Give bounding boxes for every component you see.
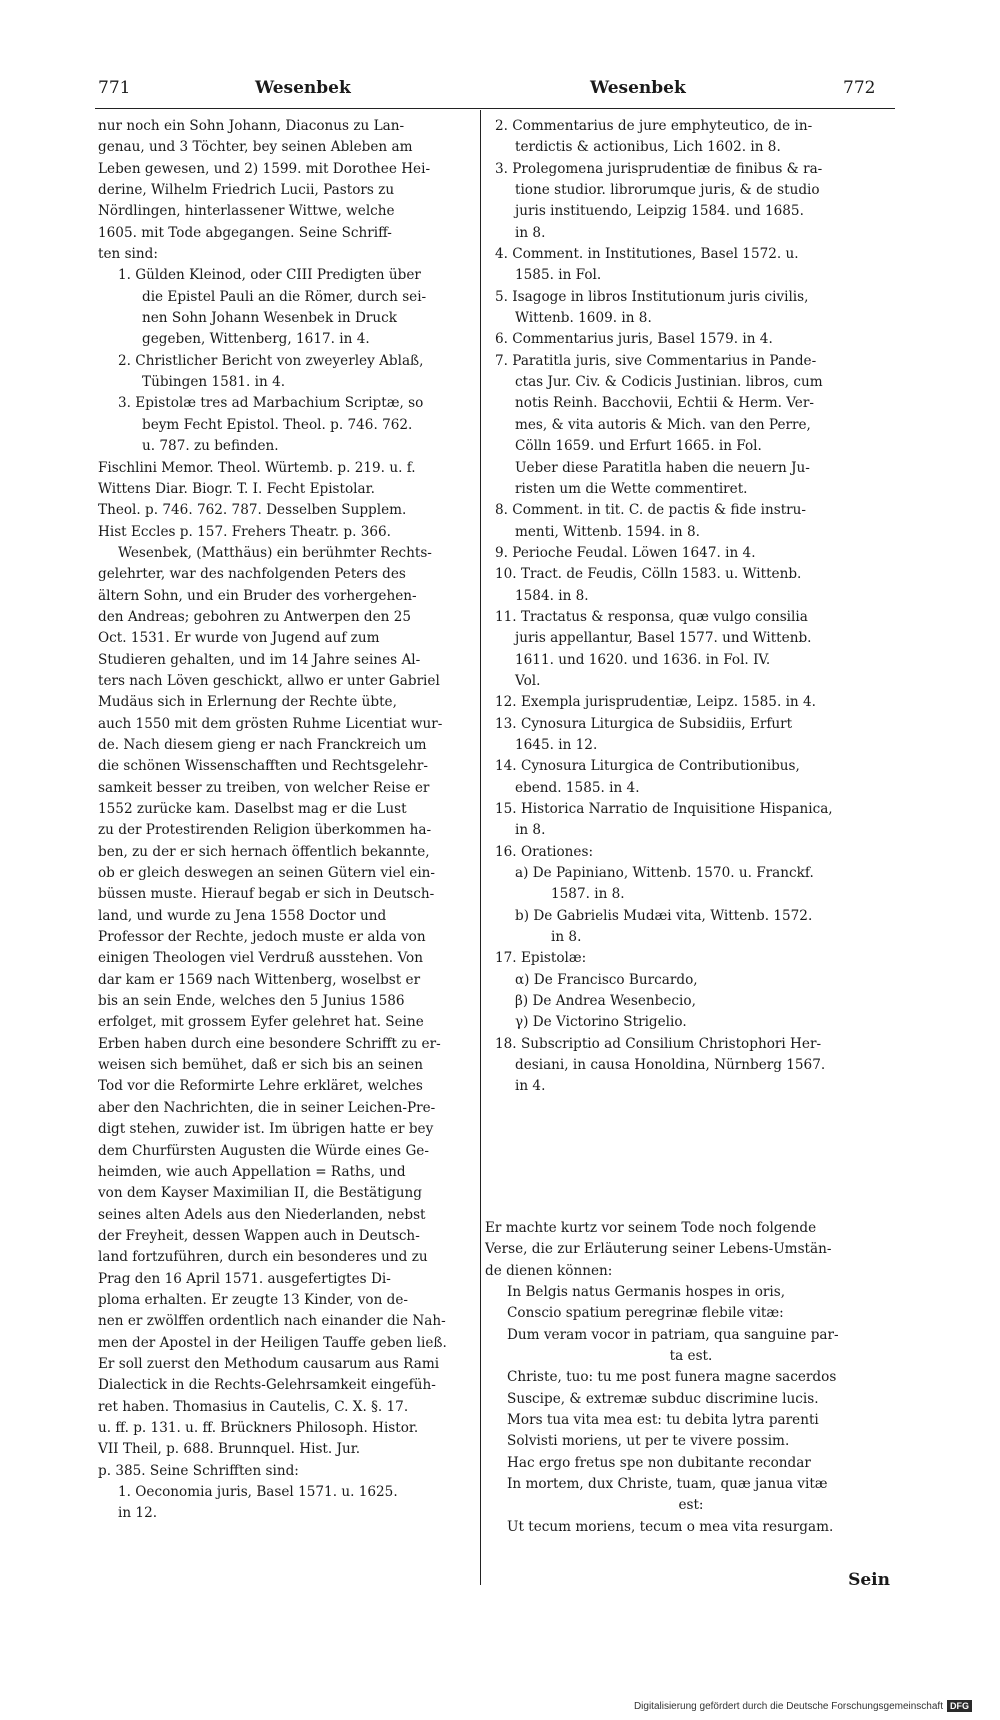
list-item-line: 15. Historica Narratio de Inquisitione Hispanica, (495, 801, 833, 817)
text-line: weisen sich bemühet, daß er sich bis an seinen (98, 1057, 423, 1074)
list-item-line: 3. Prolegomena jurisprudentiæ de finibus & ra- (495, 160, 823, 177)
list-item-line: a) De Papiniano, Wittenb. 1570. u. Franckf. (515, 865, 814, 882)
reference-line: Theol. p. 746. 762. 787. Desselben Supplem. (98, 502, 407, 519)
text-line: von dem Kayser Maximilian II, die Bestätigung (98, 1185, 422, 1202)
references (98, 458, 468, 543)
poem-line: Christe, tuo: tu me post funera magne sacerdos (507, 1369, 837, 1386)
right-running-title: Wesenbek (590, 78, 686, 98)
text-line: einigen Theologen viel Verdruß ausstehen. Von (98, 950, 423, 967)
list-item-line: 13. Cynosura Liturgica de Subsidiis, Erfurt (495, 715, 793, 732)
text-line: nur noch ein Sohn Johann, Diaconus zu Lan- (98, 118, 405, 134)
list-item-line: nen Sohn Johann Wesenbek in Druck (142, 310, 397, 327)
list-item-line: 1. Gülden Kleinod, oder CIII Predigten über (118, 267, 421, 284)
poem-line: In Belgis natus Germanis hospes in oris, (507, 1284, 786, 1301)
list-item-line: in 4. (515, 1078, 546, 1095)
left-column (98, 116, 468, 1525)
list-item-line: 2. Christlicher Bericht von zweyerley Ablaß, (118, 352, 424, 369)
list-item-line: γ) De Victorino Strigelio. (515, 1014, 687, 1031)
poem-line: est: (678, 1497, 704, 1514)
footer-text: Digitalisierung gefördert durch die Deutsche Forschungsgemeinschaft (633, 1700, 943, 1712)
text-line: ben, zu der er sich hernach öffentlich bekannte, (98, 843, 430, 860)
list-item-line: 17. Epistolæ: (495, 950, 587, 967)
list-item-line: in 12. (118, 1505, 158, 1522)
text-line: dar kam er 1569 nach Wittenberg, woselbst er (98, 971, 421, 988)
list-item-line: 9. Perioche Feudal. Löwen 1647. in 4. (495, 544, 756, 561)
list-item-line: mes, & vita autoris & Mich. van den Perre, (515, 416, 811, 433)
list-item-line: terdictis & actionibus, Lich 1602. in 8. (515, 139, 781, 156)
list-item-line: in 8. (515, 224, 546, 241)
poem-line: Suscipe, & extremæ subduc discrimine lucis. (507, 1390, 819, 1407)
text-line: de dienen können: (485, 1262, 613, 1279)
list-item-line: in 8. (515, 822, 546, 839)
list-item-line: 11. Tractatus & responsa, quæ vulgo consilia (495, 608, 808, 625)
list-item-line: die Epistel Pauli an die Römer, durch sei- (142, 288, 427, 305)
list-item-line: Ueber diese Paratitla haben die neuern Ju- (515, 459, 810, 476)
text-line: derine, Wilhelm Friedrich Lucii, Pastors zu (98, 182, 395, 199)
header-rule (95, 108, 895, 109)
poem-line: Ut tecum moriens, tecum o mea vita resurgam. (507, 1518, 834, 1535)
works-list (98, 265, 468, 457)
left-page-number: 771 (98, 78, 131, 98)
text-line: land, und wurde zu Jena 1558 Doctor und (98, 907, 387, 924)
list-item-line: 1587. in 8. (551, 886, 625, 903)
text-line: men der Apostel in der Heiligen Tauffe geben ließ. (98, 1334, 447, 1351)
text-line: Dialectick in die Rechts-Gelehrsamkeit eingefüh- (98, 1377, 436, 1394)
text-line: p. 385. Seine Schrifften sind: (98, 1462, 299, 1479)
list-item-line: 18. Subscriptio ad Consilium Christophori Her- (495, 1035, 822, 1052)
poem-line: Solvisti moriens, ut per te vivere possim. (507, 1433, 790, 1450)
text-line: Professor der Rechte, jedoch muste er alda von (98, 929, 426, 946)
list-item-line: 3. Epistolæ tres ad Marbachium Scriptæ, so (118, 395, 424, 412)
text-line: zu der Protestirenden Religion überkommen ha- (98, 822, 432, 839)
intro-paragraph (98, 116, 468, 265)
text-line: genau, und 3 Töchter, bey seinen Ableben am (98, 139, 413, 156)
poem-line: In mortem, dux Christe, tuam, quæ janua vitæ (507, 1476, 828, 1493)
list-item-line: Tübingen 1581. in 4. (142, 374, 286, 391)
list-item-line: 4. Comment. in Institutiones, Basel 1572. u. (495, 246, 799, 263)
reference-line: Fischlini Memor. Theol. Würtemb. p. 219. u. f. (98, 459, 416, 476)
text-line: de. Nach diesem gieng er nach Franckreich um (98, 736, 427, 753)
list-item-line: Vol. (515, 672, 541, 689)
text-line: die schönen Wissenschafften und Rechtsgelehr- (98, 758, 428, 775)
text-line: ob er gleich deswegen an seinen Gütern viel ein- (98, 865, 436, 882)
text-line: ret haben. Thomasius in Cautelis, C. X. §. 17. (98, 1398, 409, 1415)
text-line: dem Churfürsten Augusten die Würde eines Ge- (98, 1142, 429, 1159)
text-line: ältern Sohn, und ein Bruder des vorhergehen- (98, 587, 417, 604)
text-line: VII Theil, p. 688. Brunnquel. Hist. Jur. (98, 1441, 361, 1458)
text-line: Prag den 16 April 1571. ausgefertigtes Di- (98, 1270, 391, 1287)
list-item-line: α) De Francisco Burcardo, (515, 971, 698, 988)
text-line: Oct. 1531. Er wurde von Jugend auf zum (98, 630, 380, 647)
works-list-matthaeus (98, 1482, 468, 1525)
text-line: digt stehen, zuwider ist. Im übrigen hatte er bey (98, 1121, 434, 1138)
list-item-line: 1. Oeconomia juris, Basel 1571. u. 1625. (118, 1484, 398, 1500)
list-item-line: desiani, in causa Honoldina, Nürnberg 1567. (515, 1057, 826, 1074)
text-line: büssen muste. Hierauf begab er sich in Deutsch- (98, 886, 435, 903)
text-line: ten sind: (98, 246, 158, 263)
list-item-line: 7. Paratitla juris, sive Commentarius in Pande- (495, 352, 817, 369)
text-line: aber den Nachrichten, die in seiner Leichen-Pre- (98, 1099, 436, 1116)
list-item-line: 10. Tract. de Feudis, Cölln 1583. u. Wittenb. (495, 566, 802, 583)
text-line: seines alten Adels aus den Niederlanden, nebst (98, 1206, 426, 1223)
list-item-line: notis Reinh. Bacchovii, Echtii & Herm. Ver- (515, 395, 814, 412)
text-line: Tod vor die Reformirte Lehre erkläret, welches (98, 1078, 423, 1095)
text-line: Erben haben durch eine besondere Schrifft zu er- (98, 1035, 441, 1052)
list-item-line: ebend. 1585. in 4. (515, 779, 640, 796)
list-item-line: 1611. und 1620. und 1636. in Fol. IV. (515, 651, 771, 668)
list-item-line: 5. Isagoge in libros Institutionum juris civilis, (495, 288, 809, 305)
list-item-line: gegeben, Wittenberg, 1617. in 4. (142, 331, 370, 348)
digitization-footer (634, 1700, 972, 1712)
article-matthaeus (98, 543, 468, 1482)
poem-line: Dum veram vocor in patriam, qua sanguine par- (507, 1326, 839, 1343)
verse-section (485, 1218, 875, 1538)
reference-line: Hist Eccles p. 157. Frehers Theatr. p. 366. (98, 523, 391, 540)
poem-line: Hac ergo fretus spe non dubitante recondar (507, 1454, 811, 1471)
text-line: Mudäus sich in Erlernung der Rechte übte, (98, 694, 397, 711)
list-item-line: 1584. in 8. (515, 587, 589, 604)
list-item-line: ctas Jur. Civ. & Codicis Justinian. libros, cum (515, 374, 823, 391)
text-line: nen er zwölffen ordentlich nach einander die Nah- (98, 1313, 446, 1330)
list-item-line: β) De Andrea Wesenbecio, (515, 993, 696, 1010)
poem (485, 1282, 875, 1538)
text-line: Leben gewesen, und 2) 1599. mit Dorothee Hei- (98, 160, 431, 177)
list-item-line: risten um die Wette commentiret. (515, 480, 748, 497)
list-item-line: 2. Commentarius de jure emphyteutico, de in- (495, 118, 813, 134)
list-item-line: 1585. in Fol. (515, 267, 602, 284)
right-column (495, 116, 855, 1098)
text-line: Wesenbek, (Matthäus) ein berühmter Rechts- (118, 544, 432, 561)
list-item-line: 1645. in 12. (515, 736, 598, 753)
list-item-line: b) De Gabrielis Mudæi vita, Wittenb. 1572. (515, 907, 813, 924)
list-item-line: 12. Exempla jurisprudentiæ, Leipz. 1585. in 4. (495, 694, 816, 711)
text-line: ploma erhalten. Er zeugte 13 Kinder, von de- (98, 1291, 408, 1308)
text-line: bis an sein Ende, welches den 5 Junius 1586 (98, 993, 405, 1010)
reference-line: Wittens Diar. Biogr. T. I. Fecht Epistolar. (98, 480, 375, 497)
column-divider (480, 110, 481, 1585)
text-line: land fortzuführen, durch ein besonderes und zu (98, 1249, 428, 1266)
dfg-logo: DFG (947, 1700, 972, 1712)
text-line: samkeit besser zu treiben, von welcher Reise er (98, 779, 430, 796)
list-item-line: in 8. (551, 929, 582, 946)
text-line: heimden, wie auch Appellation = Raths, und (98, 1163, 406, 1180)
list-item-line: 8. Comment. in tit. C. de pactis & fide instru- (495, 502, 806, 519)
list-item-line: juris appellantur, Basel 1577. und Wittenb. (515, 630, 812, 647)
list-item-line: 6. Commentarius juris, Basel 1579. in 4. (495, 331, 773, 348)
list-item-line: u. 787. zu befinden. (142, 438, 279, 455)
poem-line: Mors tua vita mea est: tu debita lytra parenti (507, 1412, 819, 1429)
list-item-line: tione studior. librorumque juris, & de studio (515, 182, 820, 199)
text-line: 1605. mit Tode abgegangen. Seine Schriff- (98, 224, 392, 241)
list-item-line: Wittenb. 1609. in 8. (515, 310, 652, 327)
text-line: erfolget, mit grossem Eyfer gelehret hat. Seine (98, 1014, 424, 1031)
text-line: der Freyheit, dessen Wappen auch in Deutsch- (98, 1227, 420, 1244)
list-item-line: 16. Orationes: (495, 843, 594, 860)
text-line: den Andreas; gebohren zu Antwerpen den 25 (98, 608, 412, 625)
poem-line: ta est. (669, 1348, 713, 1365)
list-item-line: Cölln 1659. und Erfurt 1665. in Fol. (515, 438, 762, 455)
right-page-number: 772 (843, 78, 876, 98)
catchword: Sein (848, 1570, 890, 1590)
text-line: Er machte kurtz vor seinem Tode noch folgende (485, 1220, 817, 1236)
list-item-line: menti, Wittenb. 1594. in 8. (515, 523, 700, 540)
left-running-title: Wesenbek (255, 78, 351, 98)
list-item-line: juris instituendo, Leipzig 1584. und 1685. (515, 203, 804, 220)
text-line: u. ff. p. 131. u. ff. Brückners Philosoph. Histor. (98, 1419, 419, 1436)
text-line: gelehrter, war des nachfolgenden Peters des (98, 566, 406, 583)
list-item-line: 14. Cynosura Liturgica de Contributionibus, (495, 758, 800, 775)
text-line: auch 1550 mit dem grösten Ruhme Licentiat wur- (98, 715, 443, 732)
text-line: Verse, die zur Erläuterung seiner Lebens-Umstän- (485, 1241, 832, 1258)
text-line: Nördlingen, hinterlassener Wittwe, welche (98, 203, 395, 220)
list-item-line: beym Fecht Epistol. Theol. p. 746. 762. (142, 416, 413, 433)
text-line: Er soll zuerst den Methodum causarum aus Rami (98, 1355, 440, 1372)
text-line: 1552 zurücke kam. Daselbst mag er die Lust (98, 801, 407, 817)
text-line: ters nach Löven geschickt, allwo er unter Gabriel (98, 672, 440, 689)
text-line: Studieren gehalten, und im 14 Jahre seines Al- (98, 651, 421, 668)
poem-line: Conscio spatium peregrinæ flebile vitæ: (507, 1305, 784, 1322)
